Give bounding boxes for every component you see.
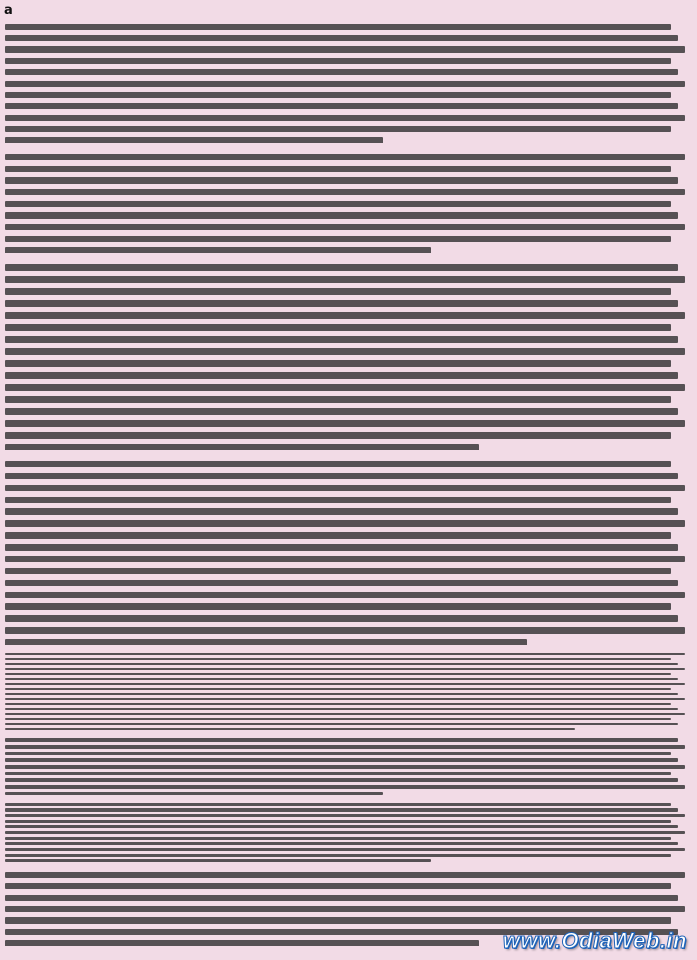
text-line [5,603,671,610]
text-line [5,473,678,480]
text-line [5,842,678,845]
text-line [5,264,678,271]
text-line [5,854,671,857]
text-line [5,653,685,656]
text-line [5,831,685,834]
watermark-logo: www.OdiaWeb.in [502,928,687,953]
text-line [5,808,678,811]
text-line [5,820,671,823]
text-line [5,336,678,343]
text-line [5,288,671,295]
text-line [5,837,671,840]
text-line [5,103,678,109]
text-line [5,360,671,367]
text-line [5,825,678,828]
text-line [5,688,671,691]
text-line [5,520,685,527]
text-line [5,408,678,415]
text-line [5,420,685,427]
text-line [5,568,671,575]
text-line [5,92,671,98]
text-line [5,115,685,121]
text-line [5,615,678,622]
text-line [5,658,671,661]
text-line [5,69,678,75]
text-line [5,189,685,195]
text-line [5,627,685,634]
text-line [5,738,678,742]
paragraph-2 [5,148,692,253]
text-line [5,785,685,789]
paragraph-5 [5,650,692,730]
text-line [5,396,671,403]
text-line [5,212,678,218]
text-line [5,883,671,889]
text-line [5,792,383,795]
text-line [5,745,685,749]
text-line [5,58,671,64]
text-line [5,940,479,946]
text-line [5,497,671,504]
text-line [5,872,685,878]
text-line [5,693,678,696]
text-line [5,752,671,756]
text-line [5,678,678,681]
paragraph-3 [5,258,692,450]
text-line [5,384,685,391]
text-line [5,668,685,671]
text-line [5,683,685,686]
text-line [5,166,671,172]
text-line [5,814,685,817]
text-line [5,126,671,132]
text-line [5,532,671,539]
text-line [5,592,685,599]
paragraph-7 [5,800,692,862]
text-line [5,485,685,492]
text-line [5,556,685,563]
text-line [5,895,678,901]
text-line [5,247,431,253]
text-line [5,698,685,701]
text-line [5,848,685,851]
text-line [5,177,678,183]
text-line [5,917,671,923]
text-line [5,300,678,307]
text-line [5,778,678,782]
text-line [5,772,671,776]
text-line [5,906,685,912]
text-line [5,728,575,731]
text-line [5,758,678,762]
page-letter: a [4,3,13,18]
text-line [5,372,678,379]
text-line [5,324,671,331]
text-line [5,154,685,160]
text-line [5,673,671,676]
text-line [5,580,678,587]
paragraph-4 [5,455,692,645]
text-line [5,723,678,726]
text-line [5,718,671,721]
text-line [5,276,685,283]
text-line [5,224,685,230]
text-line [5,24,671,30]
text-line [5,81,685,87]
paragraph-1 [5,18,692,143]
text-line [5,348,685,355]
text-line [5,312,685,319]
text-line [5,46,685,52]
text-line [5,713,685,716]
text-line [5,803,671,806]
text-line [5,708,678,711]
text-line [5,703,671,706]
text-line [5,639,527,645]
text-line [5,859,431,862]
text-line [5,236,671,242]
text-line [5,137,383,143]
text-line [5,432,671,439]
paragraph-6 [5,735,692,795]
text-line [5,765,685,769]
text-line [5,663,678,666]
text-line [5,201,671,207]
text-line [5,508,678,515]
text-line [5,35,678,41]
text-line [5,444,479,450]
text-line [5,544,678,551]
text-line [5,461,671,468]
